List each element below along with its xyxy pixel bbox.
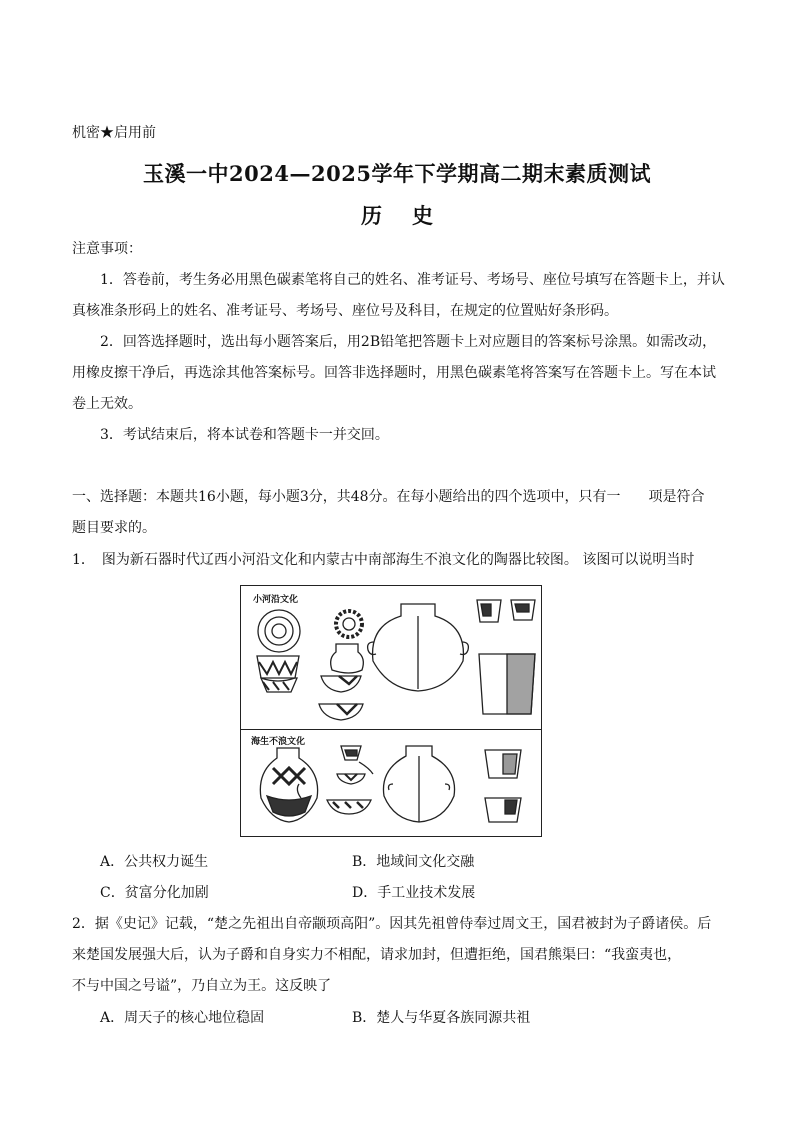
q1-option-d: D．手工业技术发展 — [352, 885, 476, 901]
q2-option-a: A．周天子的核心地位稳固 — [100, 1010, 265, 1026]
notice-line: 1．答卷前，考生务必用黑色碳素笔将自己的姓名、准考证号、考场号、座位号填写在答题卡上，并认 — [100, 272, 725, 288]
question-2-stem: 来楚国发展强大后，认为子爵和自身实力不相配，请求加封，但遭拒绝，国君熊渠曰：“我蛮夷也， — [72, 947, 682, 963]
pottery-plate — [258, 610, 300, 652]
figure-label-haishengbulang: 海生不浪文化 — [251, 737, 306, 747]
subject-title: 历史 — [361, 203, 463, 228]
q1-option-c: C．贫富分化加剧 — [100, 885, 209, 901]
notice-line: 2．回答选择题时，选出每小题答案后，用2B铅笔把答题卡上对应题目的答案标号涂黑。如需改动， — [100, 334, 717, 350]
question-2-stem: 不与中国之号谥”，乃自立为王。这反映了 — [72, 978, 332, 994]
pottery-small-jar — [331, 644, 364, 673]
pottery-drawings — [241, 586, 541, 836]
question-1-stem: 1． 图为新石器时代辽西小河沿文化和内蒙古中南部海生不浪文化的陶器比较图。 该图可以说明当时 — [72, 552, 695, 568]
pottery-ring — [336, 611, 362, 637]
confidential-mark: 机密★启用前 — [72, 125, 156, 141]
q1-option-b: B．地域间文化交融 — [352, 854, 475, 870]
section-instruction: 题目要求的。 — [72, 520, 156, 536]
pottery-comparison-figure — [240, 585, 542, 837]
figure-label-xiaoheyan: 小河沿文化 — [253, 595, 299, 605]
notice-heading: 注意事项： — [72, 241, 142, 257]
q1-option-a: A．公共权力诞生 — [100, 854, 209, 870]
notice-line: 用橡皮擦干净后，再选涂其他答案标号。回答非选择题时，用黑色碳素笔将答案写在答题卡上。写在本试 — [72, 365, 716, 381]
question-2-stem: 2．据《史记》记载，“楚之先祖出自帝颛顼高阳”。因其先祖曾侍奉过周文王，国君被封为子爵诸侯。后 — [72, 916, 712, 932]
notice-line: 卷上无效。 — [72, 396, 142, 412]
q2-option-b: B．楚人与华夏各族同源共祖 — [352, 1010, 531, 1026]
notice-line: 真核准条形码上的姓名、准考证号、考场号、座位号及科目，在规定的位置贴好条形码。 — [72, 303, 618, 319]
section-instruction: 一、选择题：本题共16小题，每小题3分，共48分。在每小题给出的四个选项中，只有一 项是符合 — [72, 489, 705, 505]
exam-title: 玉溪一中2024—2025学年下学期高二期末素质测试 — [143, 161, 651, 186]
notice-line: 3．考试结束后，将本试卷和答题卡一并交回。 — [100, 427, 389, 443]
